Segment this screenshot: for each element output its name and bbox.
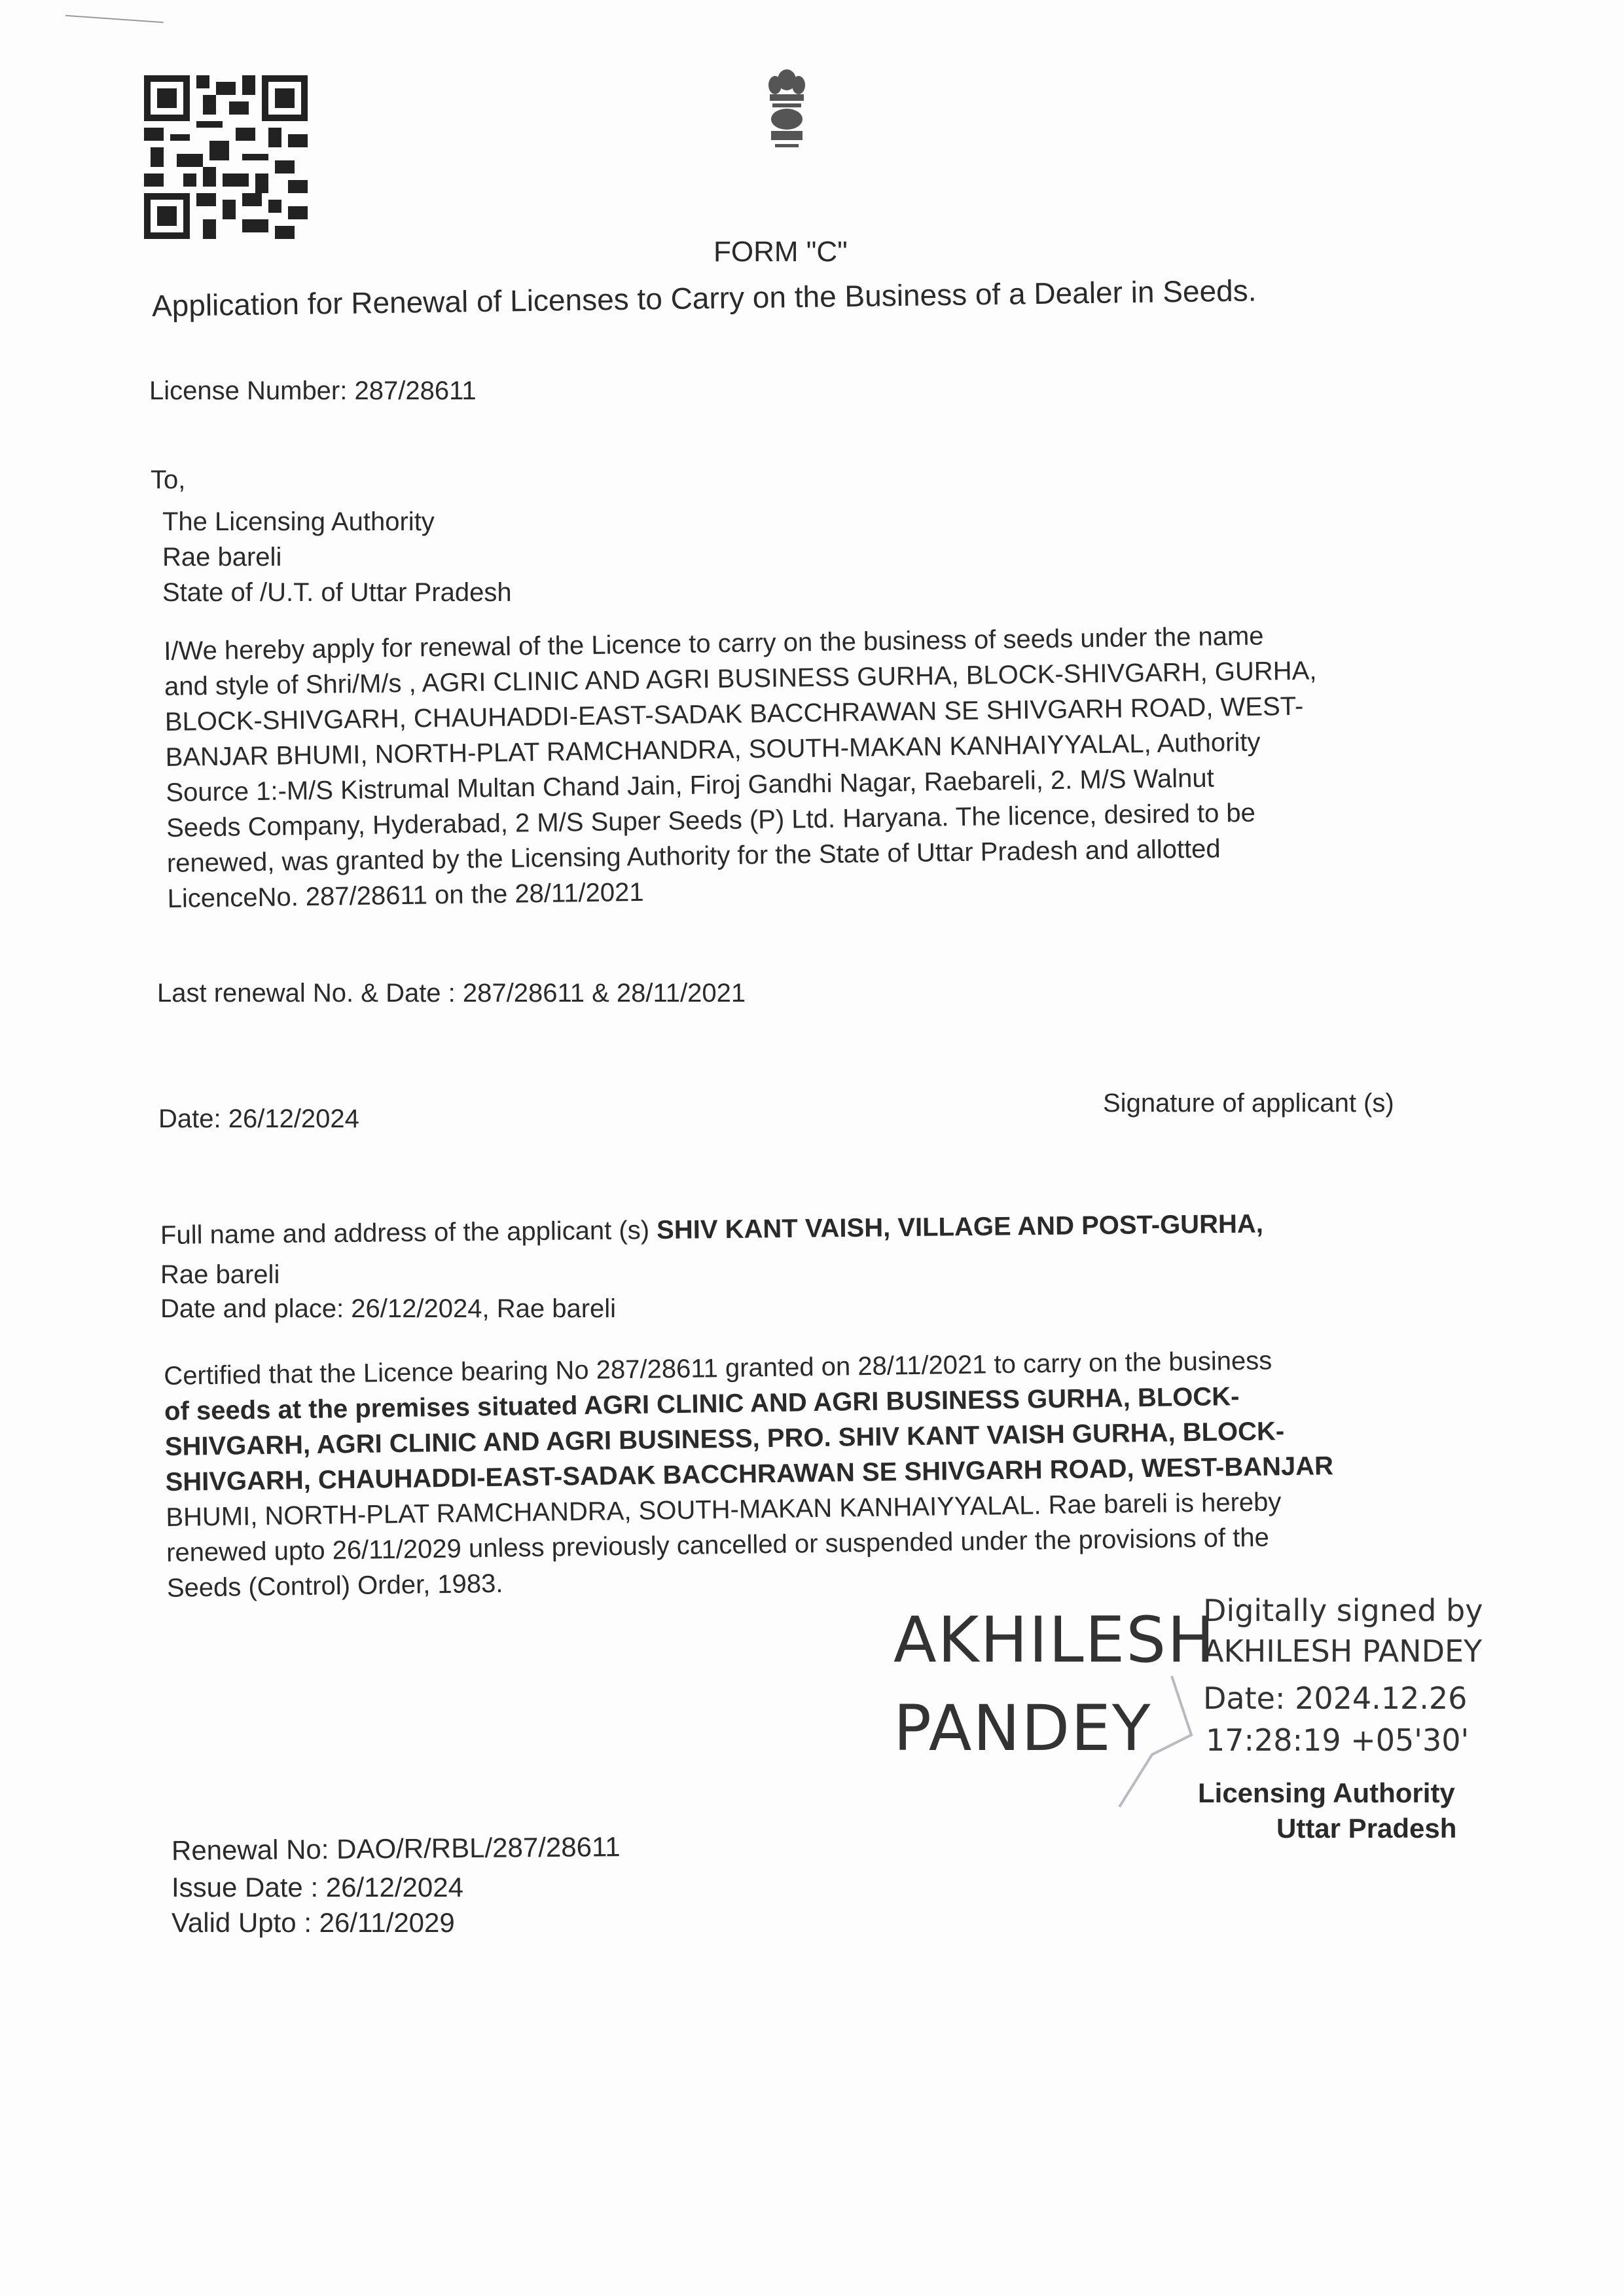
signer-name-line-2: PANDEY [893, 1692, 1152, 1765]
form-title: FORM "C" [713, 236, 848, 268]
signature-of-applicant-label: Signature of applicant (s) [1103, 1089, 1394, 1118]
cert-line: of seeds at the premises situated AGRI CLINIC AND AGRI BUSINESS GURHA, BLOCK- [164, 1382, 1240, 1426]
cert-line: Seeds (Control) Order, 1983. [166, 1569, 503, 1603]
para-line: and style of Shri/M/s , AGRI CLINIC AND AGRI BUSINESS GURHA, BLOCK-SHIVGARH, GURHA, [164, 656, 1317, 701]
licensing-authority-state: Uttar Pradesh [1276, 1813, 1457, 1844]
scan-mark [65, 15, 164, 23]
certificate-paragraph [164, 1340, 1463, 1606]
valid-upto: Valid Upto : 26/11/2029 [171, 1907, 455, 1938]
issue-date: Issue Date : 26/12/2024 [171, 1872, 463, 1903]
address-line-2: Rae bareli [162, 543, 282, 572]
para-line: Source 1:-M/S Kistrumal Multan Chand Jain, Firoj Gandhi Nagar, Raebareli, 2. M/S Walnut [166, 763, 1214, 807]
para-line: I/We hereby apply for renewal of the Licence to carry on the business of seeds under the name [164, 621, 1264, 666]
cert-line: renewed upto 26/11/2029 unless previously cancelled or suspended under the provisions of the [166, 1523, 1270, 1567]
signature-meta-2: AKHILESH PANDEY [1203, 1633, 1483, 1669]
application-date: Date: 26/12/2024 [158, 1104, 359, 1133]
last-renewal: Last renewal No. & Date : 287/28611 & 28/11/2021 [157, 979, 746, 1008]
qr-code-icon [141, 75, 311, 239]
signature-meta-3: Date: 2024.12.26 [1203, 1681, 1468, 1716]
application-paragraph [164, 615, 1464, 917]
para-line: BLOCK-SHIVGARH, CHAUHADDI-EAST-SADAK BACCHRAWAN SE SHIVGARH ROAD, WEST- [164, 691, 1304, 737]
para-line: Seeds Company, Hyderabad, 2 M/S Super Seeds (P) Ltd. Haryana. The licence, desired to be [166, 798, 1256, 843]
applicant-line-2: Rae bareli [160, 1260, 280, 1289]
cert-line: BHUMI, NORTH-PLAT RAMCHANDRA, SOUTH-MAKAN KANHAIYYALAL. Rae bareli is hereby [166, 1487, 1282, 1532]
applicant-date-place: Date and place: 26/12/2024, Rae bareli [160, 1294, 617, 1323]
signature-meta-4: 17:28:19 +05'30' [1206, 1722, 1470, 1758]
license-number: License Number: 287/28611 [149, 376, 477, 405]
para-line: LicenceNo. 287/28611 on the 28/11/2021 [167, 877, 644, 913]
licensing-authority-label: Licensing Authority [1198, 1777, 1455, 1808]
applicant-label: Full name and address of the applicant (s) [160, 1216, 650, 1250]
signature-meta-1: Digitally signed by [1203, 1593, 1483, 1628]
applicant-name: SHIV KANT VAISH, VILLAGE AND POST-GURHA, [656, 1209, 1264, 1245]
renewal-number: Renewal No: DAO/R/RBL/287/28611 [171, 1831, 621, 1866]
para-line: renewed, was granted by the Licensing Authority for the State of Uttar Pradesh and allotted [166, 834, 1221, 878]
state-emblem-icon [761, 65, 813, 157]
cert-line: SHIVGARH, CHAUHADDI-EAST-SADAK BACCHRAWAN SE SHIVGARH ROAD, WEST-BANJAR [165, 1451, 1334, 1497]
cert-line: SHIVGARH, AGRI CLINIC AND AGRI BUSINESS, PRO. SHIV KANT VAISH GURHA, BLOCK- [164, 1417, 1285, 1461]
form-subtitle: Application for Renewal of Licenses to Carry on the Business of a Dealer in Seeds. [151, 273, 1257, 323]
cert-line: Certified that the Licence bearing No 287/28611 granted on 28/11/2021 to carry on the business [164, 1346, 1272, 1391]
address-line-3: State of /U.T. of Uttar Pradesh [162, 578, 512, 607]
address-to: To, [151, 465, 186, 494]
applicant-name-line [160, 1206, 1263, 1253]
address-line-1: The Licensing Authority [162, 507, 435, 536]
para-line: BANJAR BHUMI, NORTH-PLAT RAMCHANDRA, SOUTH-MAKAN KANHAIYYALAL, Authority [165, 727, 1261, 772]
signer-name-line-1: AKHILESH [893, 1603, 1216, 1677]
